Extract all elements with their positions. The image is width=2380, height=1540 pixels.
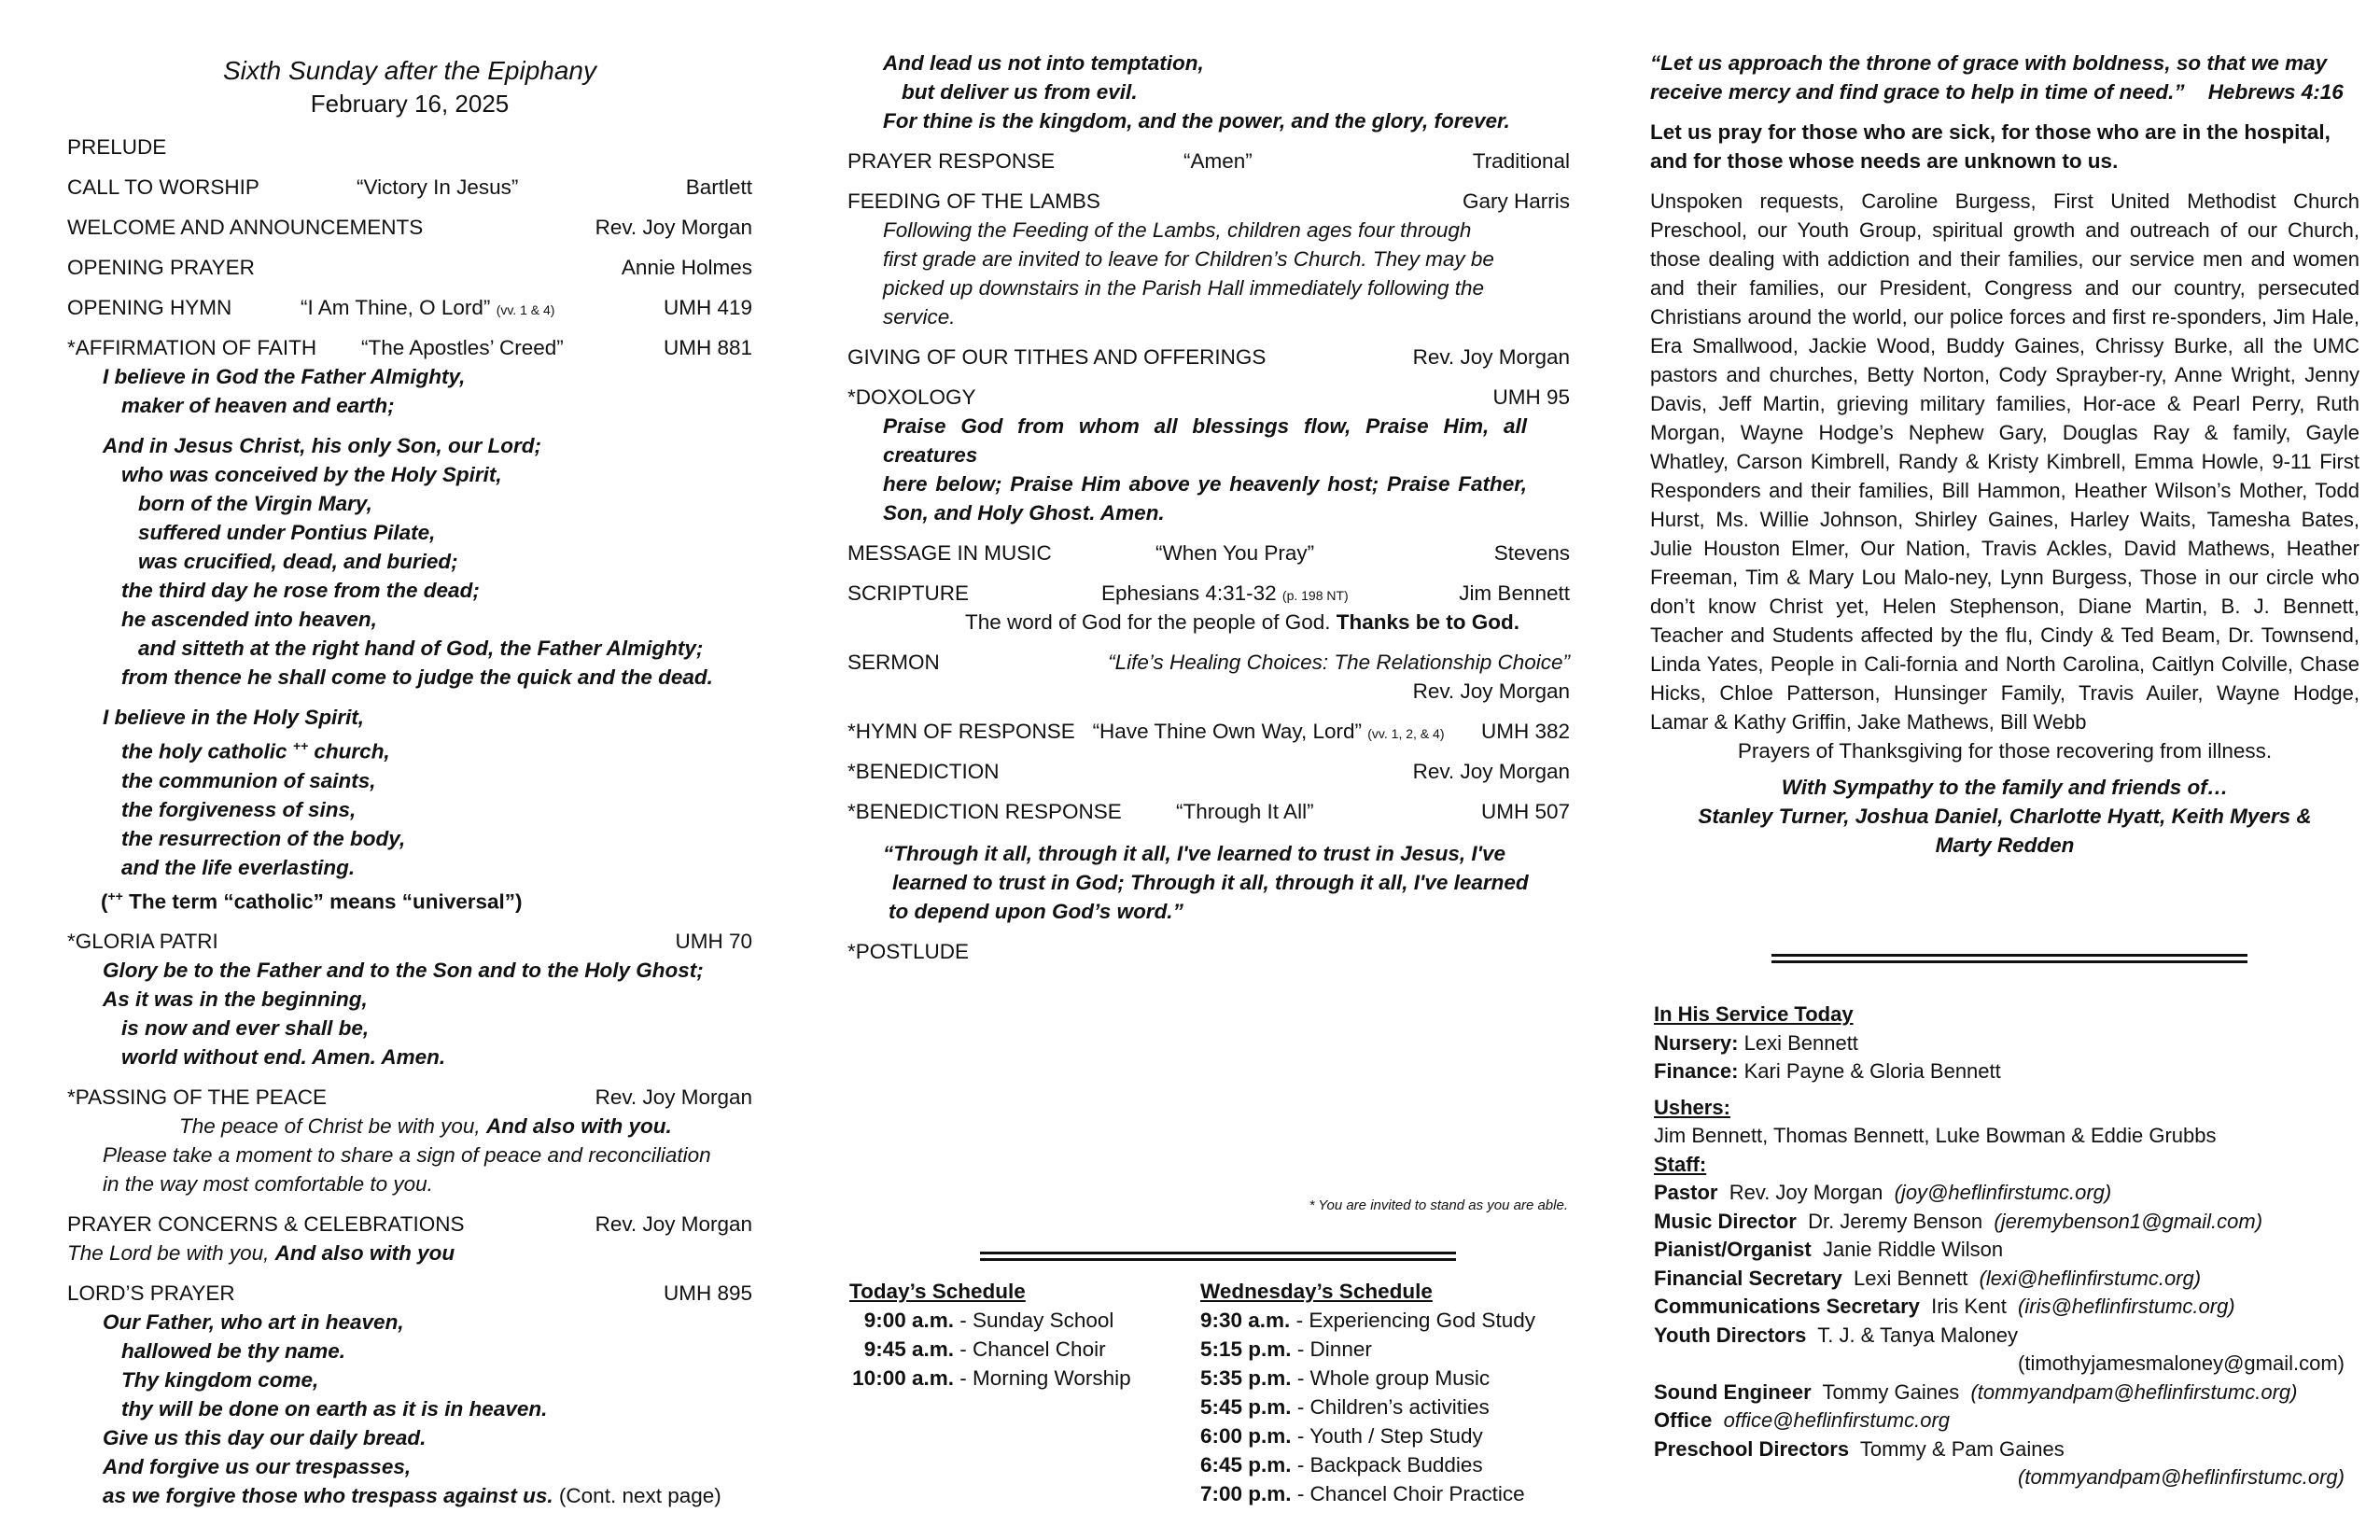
prayer-requests: Unspoken requests, Caroline Burgess, First United Methodist Church Preschool, our Youth Group, spiritual growth and outreach of our Church, those dealing with addiction and their families, our service men and women and their families, our President, Congress and our country, persecuted Christians around the world, our police forces and first re-sponders, Jim Hale, Era Smallwood, Jackie Wood, Buddy Gaines, Chrissy Burke, all the UMC pastors and churches, Betty Norton, Cody Sprayber-ry, Anne Wright, Jenny Davis, Jeff Martin, grieving military families, Hor-ace & Pearl Perry, Ruth Morgan, Wayne Hodge’s Nephew Gary, Douglas Ray & family, Gayle Whatley, Carson Kimbrell, Randy & Kristy Kimbrell, Emma Howle, 9-11 First Responders and their families, Bill Hammon, Heather Wilson’s Mother, Todd Hurst, Ms. Willie Johnson, Shirley Gaines, Harley Waits, Tamesha Bates, Julie Houston Elmer, Our Nation, Travis Ackles, David Mathews, Heather Freeman, Tim & Mary Lou Malo-ney, Lynn Burgess, Those in our circle who don’t know Christ yet, Helen Stephenson, Diane Martin, B. J. Bennett, Teacher and Students affected by the flu, Cindy & Ted Beam, Dr. Townsend, Linda Yates, People in Cali-fornia and North Carolina, Caitlyn Colville, Chase Hicks, Chloe Patterson, Hunsinger Family, Travis Auiler, Wayne Hodge, Lamar & Kathy Griffin, Jake Mathews, Bill Webb — [1650, 189, 2359, 734]
apostles-creed: I believe in God the Father Almighty, maker of heaven and earth; And in Jesus Christ, his only Son, our Lord; who was conceived by the Holy Spirit, born of the Virgin Mary, suffered under Pontius Pilate, was crucified, dead, and buried; the third day he rose from the dead; he ascended into heaven, and sitteth at the right hand of God, the Father Almighty; from thence he shall come to judge the quick and the dead. I believe in the Holy Spirit, the holy catholic ++ church, the communion of saints, the forgiveness of sins, the resurrection of the body, and the life everlasting. — [103, 365, 713, 879]
catholic-note: (++ The term “catholic” means “universal”) — [101, 888, 523, 913]
divider-service — [1771, 954, 2247, 963]
sympathy-names: Stanley Turner, Joshua Daniel, Charlotte Hyatt, Keith Myers & — [1698, 805, 2312, 828]
postlude-row: *POSTLUDE — [847, 940, 970, 963]
sermon-row: SERMON “Life’s Healing Choices: The Relationship Choice” — [847, 651, 1570, 674]
lords-prayer-continued: And lead us not into temptation, but deliver us from evil. For thine is the kingdom, and the power, and the glory, forever. — [883, 51, 1510, 133]
schedule-item: 5:35 p.m. - Whole group Music — [1200, 1366, 1491, 1390]
nursery: Nursery: Lexi Bennett — [1654, 1030, 1858, 1055]
sermon-preacher: Rev. Joy Morgan — [1412, 679, 1570, 703]
lords-prayer-row: LORD’S PRAYER UMH 895 — [67, 1281, 752, 1305]
order-of-worship-column-2 — [847, 49, 1570, 966]
thanksgiving-note: Prayers of Thanksgiving for those recovering from illness. — [1737, 739, 2273, 763]
staff-row: Financial Secretary Lexi Bennett (lexi@heflinfirstumc.org) — [1654, 1266, 2202, 1290]
passing-peace-row: *PASSING OF THE PEACE Rev. Joy Morgan — [67, 1085, 752, 1109]
sympathy-title: With Sympathy to the family and friends of… — [1781, 776, 2229, 799]
service-date: February 16, 2025 — [310, 90, 510, 118]
today-schedule-title: Today’s Schedule — [849, 1280, 1026, 1303]
call-to-worship-row: CALL TO WORSHIP “Victory In Jesus” Bartlett — [67, 175, 752, 199]
office: Office office@heflinfirstumc.org — [1654, 1408, 1951, 1432]
sympathy-names-cont: Marty Redden — [1935, 833, 2075, 857]
peace-response: The peace of Christ be with you, And also with you. — [179, 1114, 672, 1138]
staff-row: Music Director Dr. Jeremy Benson (jeremybenson1@gmail.com) — [1654, 1209, 2263, 1233]
feeding-lambs-text: Following the Feeding of the Lambs, children ages four through first grade are invited to leave for Children’s Church. They may be picked up downstairs in the Parish Hall immediately following the service. — [883, 218, 1494, 329]
divider-schedule — [980, 1252, 1456, 1261]
scripture-response: The word of God for the people of God. Thanks be to God. — [965, 610, 1520, 634]
schedule-item: 6:45 p.m. - Backpack Buddies — [1200, 1453, 1483, 1477]
staff-heading: Staff: — [1654, 1152, 1707, 1176]
hymn-response-row: *HYMN OF RESPONSE “Have Thine Own Way, Lord” (vv. 1, 2, & 4) UMH 382 — [847, 720, 1570, 743]
staff-row: Communications Secretary Iris Kent (iris@heflinfirstumc.org) — [1654, 1295, 2235, 1318]
staff-row: Youth Directors T. J. & Tanya Maloney — [1654, 1323, 2019, 1347]
prelude: PRELUDE — [67, 135, 167, 159]
order-of-worship-column-1 — [67, 49, 752, 1510]
service-today — [1654, 1001, 2345, 1492]
ushers: Jim Bennett, Thomas Bennett, Luke Bowman & Eddie Grubbs — [1654, 1124, 2217, 1147]
schedule-item: 9:30 a.m. - Experiencing God Study — [1200, 1309, 1535, 1332]
concerns-response: The Lord be with you, And also with you — [67, 1241, 455, 1265]
benediction-response-row: *BENEDICTION RESPONSE “Through It All” UMH 507 — [847, 800, 1570, 823]
preschool-directors: Preschool Directors Tommy & Pam Gaines — [1654, 1436, 2065, 1461]
prayer-response-row: PRAYER RESPONSE “Amen” Traditional — [847, 149, 1570, 173]
doxology-text: Praise God from whom all blessings flow, Praise Him, all creatures here below; Praise Him above ye heavenly host; Praise Father, Son, and Holy Ghost. Amen. — [883, 414, 1527, 525]
tithes-row: GIVING OF OUR TITHES AND OFFERINGS Rev. Joy Morgan — [847, 345, 1570, 369]
finance: Finance: Kari Payne & Gloria Bennett — [1654, 1059, 2001, 1083]
schedule-item: 10:00 a.m. - Morning Worship — [852, 1366, 1131, 1390]
schedule-item: 9:45 a.m. - Chancel Choir — [863, 1337, 1106, 1361]
schedule-item: 5:15 p.m. - Dinner — [1200, 1337, 1372, 1361]
staff-row: Pianist/Organist Janie Riddle Wilson — [1654, 1238, 2004, 1261]
youth-email: (timothyjamesmaloney@gmail.com) — [2018, 1351, 2345, 1375]
doxology-row: *DOXOLOGY UMH 95 — [847, 385, 1570, 409]
ushers-heading: Ushers: — [1654, 1095, 1730, 1119]
through-it-all-lyrics: “Through it all, through it all, I've learned to trust in Jesus, I've learned to trust in God; Through it all, through it all, I've learned to depend upon God’s word.” — [883, 842, 1529, 923]
message-in-music-row: MESSAGE IN MUSIC “When You Pray” Stevens — [847, 541, 1570, 565]
stand-note: * You are invited to stand as you are able. — [1309, 1197, 1568, 1213]
preschool-email: (tommyandpam@heflinfirstumc.org) — [2018, 1465, 2345, 1489]
wednesday-schedule — [1200, 1277, 1535, 1508]
schedule-item: 6:00 p.m. - Youth / Step Study — [1200, 1424, 1483, 1448]
continued-note: (Cont. next page) — [558, 1484, 721, 1507]
pray-for-heading: Let us pray for those who are sick, for those who are in the hospital, and for those whose needs are unknown to us. — [1650, 120, 2331, 173]
gloria-patri-text: Glory be to the Father and to the Son and to the Holy Ghost; As it was in the beginning, is now and ever shall be, world without end. Amen. Amen. — [103, 959, 704, 1069]
benediction-row: *BENEDICTION Rev. Joy Morgan — [847, 760, 1570, 783]
lords-prayer-text: Our Father, who art in heaven, hallowed be thy name. Thy kingdom come, thy will be done on earth as it is in heaven. Give us this day our daily bread. And forgive us our trespasses, as we forgive those who trespass against us. (Cont. next page) — [103, 1310, 721, 1507]
gloria-patri-row: *GLORIA PATRI UMH 70 — [67, 930, 752, 953]
service-title: Sixth Sunday after the Epiphany — [222, 56, 597, 85]
staff-row: Pastor Rev. Joy Morgan (joy@heflinfirstumc.org) — [1654, 1181, 2112, 1204]
sound-engineer: Sound Engineer Tommy Gaines (tommyandpam@heflinfirstumc.org) — [1654, 1379, 2298, 1404]
opening-prayer-row: OPENING PRAYER Annie Holmes — [67, 256, 752, 279]
schedule-item: 5:45 p.m. - Children’s activities — [1200, 1395, 1490, 1419]
service-title-heading: In His Service Today — [1654, 1002, 1854, 1026]
hebrews-verse: “Let us approach the throne of grace with boldness, so that we may receive mercy and find grace to help in time of need.” Hebrews 4:16 — [1650, 51, 2344, 104]
peace-instructions: Please take a moment to share a sign of peace and reconciliation in the way most comfortable to you. — [103, 1143, 711, 1196]
feeding-lambs-row: FEEDING OF THE LAMBS Gary Harris — [847, 189, 1570, 213]
schedule-item: 7:00 p.m. - Chancel Choir Practice — [1200, 1482, 1525, 1505]
scripture-row: SCRIPTURE Ephesians 4:31-32 (p. 198 NT) Jim Bennett — [847, 581, 1570, 605]
opening-hymn-row: OPENING HYMN “I Am Thine, O Lord” (vv. 1 & 4) UMH 419 — [67, 296, 752, 319]
today-schedule — [849, 1277, 1131, 1393]
prayer-column — [1650, 49, 2359, 860]
affirmation-row: *AFFIRMATION OF FAITH “The Apostles’ Creed” UMH 881 — [67, 336, 752, 359]
prayer-concerns-row: PRAYER CONCERNS & CELEBRATIONS Rev. Joy Morgan — [67, 1212, 752, 1236]
welcome-row: WELCOME AND ANNOUNCEMENTS Rev. Joy Morgan — [67, 216, 752, 239]
schedule-item: 9:00 a.m. - Sunday School — [863, 1309, 1114, 1332]
wednesday-schedule-title: Wednesday’s Schedule — [1200, 1280, 1433, 1303]
